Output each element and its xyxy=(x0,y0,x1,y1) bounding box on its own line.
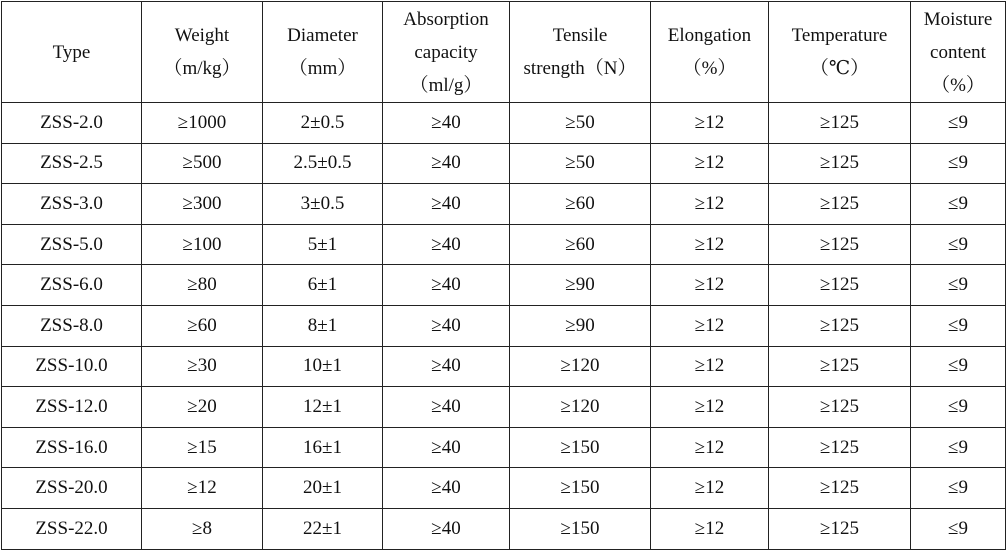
cell-weight: ≥8 xyxy=(142,508,263,549)
table-row xyxy=(2,184,1006,225)
cell-diameter: 8±1 xyxy=(263,305,383,346)
cell-tensile-strength: ≥60 xyxy=(510,224,651,265)
table-row xyxy=(2,143,1006,184)
header-temperature xyxy=(769,2,911,103)
cell-diameter: 12±1 xyxy=(263,387,383,428)
cell-temperature: ≥125 xyxy=(769,346,911,387)
cell-moisture-content: ≤9 xyxy=(911,427,1006,468)
header-moisture-content-line: Moisture xyxy=(923,8,993,30)
cell-type: ZSS-12.0 xyxy=(2,387,142,428)
cell-elongation: ≥12 xyxy=(651,508,769,549)
cell-diameter: 16±1 xyxy=(263,427,383,468)
cell-type: ZSS-3.0 xyxy=(2,184,142,225)
cell-moisture-content: ≤9 xyxy=(911,468,1006,509)
table-row xyxy=(2,224,1006,265)
cell-tensile-strength: ≥90 xyxy=(510,265,651,306)
cell-absorption-capacity: ≥40 xyxy=(383,103,510,144)
table-row xyxy=(2,346,1006,387)
cell-type: ZSS-8.0 xyxy=(2,305,142,346)
cell-type: ZSS-2.0 xyxy=(2,103,142,144)
cell-diameter: 20±1 xyxy=(263,468,383,509)
cell-weight: ≥300 xyxy=(142,184,263,225)
cell-moisture-content: ≤9 xyxy=(911,346,1006,387)
cell-absorption-capacity: ≥40 xyxy=(383,305,510,346)
cell-weight: ≥100 xyxy=(142,224,263,265)
header-tensile-strength xyxy=(510,2,651,103)
cell-type: ZSS-16.0 xyxy=(2,427,142,468)
cell-absorption-capacity: ≥40 xyxy=(383,224,510,265)
cell-absorption-capacity: ≥40 xyxy=(383,468,510,509)
table-row xyxy=(2,387,1006,428)
cell-temperature: ≥125 xyxy=(769,468,911,509)
cell-elongation: ≥12 xyxy=(651,224,769,265)
header-tensile-strength-line: strength（N） xyxy=(523,58,637,79)
cell-elongation: ≥12 xyxy=(651,305,769,346)
cell-tensile-strength: ≥150 xyxy=(510,508,651,549)
header-absorption-capacity-line: Absorption xyxy=(403,8,489,30)
header-absorption-capacity xyxy=(383,2,510,103)
cell-elongation: ≥12 xyxy=(651,265,769,306)
table-row xyxy=(2,508,1006,549)
cell-temperature: ≥125 xyxy=(769,427,911,468)
cell-absorption-capacity: ≥40 xyxy=(383,184,510,225)
cell-absorption-capacity: ≥40 xyxy=(383,143,510,184)
spec-table xyxy=(1,1,1006,550)
header-absorption-capacity-line: capacity xyxy=(414,41,478,63)
header-moisture-content-line: content xyxy=(930,41,986,63)
cell-elongation: ≥12 xyxy=(651,184,769,225)
cell-tensile-strength: ≥60 xyxy=(510,184,651,225)
cell-moisture-content: ≤9 xyxy=(911,224,1006,265)
cell-moisture-content: ≤9 xyxy=(911,184,1006,225)
cell-elongation: ≥12 xyxy=(651,427,769,468)
cell-type: ZSS-2.5 xyxy=(2,143,142,184)
cell-temperature: ≥125 xyxy=(769,387,911,428)
header-moisture-content xyxy=(911,2,1006,103)
cell-type: ZSS-5.0 xyxy=(2,224,142,265)
cell-tensile-strength: ≥90 xyxy=(510,305,651,346)
cell-absorption-capacity: ≥40 xyxy=(383,508,510,549)
table-row xyxy=(2,103,1006,144)
cell-absorption-capacity: ≥40 xyxy=(383,387,510,428)
cell-temperature: ≥125 xyxy=(769,224,911,265)
header-temperature-line: Temperature xyxy=(791,25,888,46)
header-row xyxy=(2,2,1006,103)
cell-diameter: 3±0.5 xyxy=(263,184,383,225)
header-elongation-line: Elongation xyxy=(667,25,752,46)
cell-weight: ≥80 xyxy=(142,265,263,306)
cell-moisture-content: ≤9 xyxy=(911,305,1006,346)
cell-temperature: ≥125 xyxy=(769,143,911,184)
cell-type: ZSS-6.0 xyxy=(2,265,142,306)
cell-temperature: ≥125 xyxy=(769,265,911,306)
cell-diameter: 6±1 xyxy=(263,265,383,306)
cell-weight: ≥60 xyxy=(142,305,263,346)
cell-weight: ≥500 xyxy=(142,143,263,184)
cell-moisture-content: ≤9 xyxy=(911,103,1006,144)
header-diameter xyxy=(263,2,383,103)
header-diameter-line: （mm） xyxy=(288,58,357,79)
header-moisture-content-line: （%） xyxy=(931,74,985,96)
cell-diameter: 2±0.5 xyxy=(263,103,383,144)
cell-elongation: ≥12 xyxy=(651,103,769,144)
cell-diameter: 10±1 xyxy=(263,346,383,387)
cell-elongation: ≥12 xyxy=(651,387,769,428)
table-row xyxy=(2,305,1006,346)
cell-tensile-strength: ≥50 xyxy=(510,143,651,184)
cell-elongation: ≥12 xyxy=(651,346,769,387)
cell-weight: ≥15 xyxy=(142,427,263,468)
cell-absorption-capacity: ≥40 xyxy=(383,427,510,468)
cell-tensile-strength: ≥120 xyxy=(510,387,651,428)
header-elongation xyxy=(651,2,769,103)
table-body xyxy=(2,103,1006,550)
cell-tensile-strength: ≥120 xyxy=(510,346,651,387)
header-temperature-line: （℃） xyxy=(809,58,870,79)
header-tensile-strength-line: Tensile xyxy=(552,25,608,46)
cell-type: ZSS-10.0 xyxy=(2,346,142,387)
cell-diameter: 5±1 xyxy=(263,224,383,265)
table-header xyxy=(2,2,1006,103)
cell-moisture-content: ≤9 xyxy=(911,143,1006,184)
cell-absorption-capacity: ≥40 xyxy=(383,265,510,306)
cell-diameter: 2.5±0.5 xyxy=(263,143,383,184)
cell-diameter: 22±1 xyxy=(263,508,383,549)
cell-absorption-capacity: ≥40 xyxy=(383,346,510,387)
header-weight-line: Weight xyxy=(174,25,230,46)
cell-tensile-strength: ≥50 xyxy=(510,103,651,144)
cell-temperature: ≥125 xyxy=(769,103,911,144)
cell-moisture-content: ≤9 xyxy=(911,265,1006,306)
cell-tensile-strength: ≥150 xyxy=(510,468,651,509)
table-row xyxy=(2,265,1006,306)
cell-elongation: ≥12 xyxy=(651,143,769,184)
cell-temperature: ≥125 xyxy=(769,184,911,225)
header-elongation-line: （%） xyxy=(682,58,737,79)
cell-type: ZSS-20.0 xyxy=(2,468,142,509)
table-row xyxy=(2,427,1006,468)
cell-weight: ≥12 xyxy=(142,468,263,509)
cell-moisture-content: ≤9 xyxy=(911,508,1006,549)
cell-weight: ≥1000 xyxy=(142,103,263,144)
header-weight xyxy=(142,2,263,103)
cell-moisture-content: ≤9 xyxy=(911,387,1006,428)
header-weight-line: （m/kg） xyxy=(163,58,241,79)
cell-temperature: ≥125 xyxy=(769,508,911,549)
header-type-line: Type xyxy=(52,41,91,63)
cell-temperature: ≥125 xyxy=(769,305,911,346)
cell-weight: ≥30 xyxy=(142,346,263,387)
header-absorption-capacity-line: （ml/g） xyxy=(409,74,483,96)
cell-type: ZSS-22.0 xyxy=(2,508,142,549)
header-diameter-line: Diameter xyxy=(287,25,358,46)
cell-weight: ≥20 xyxy=(142,387,263,428)
table-row xyxy=(2,468,1006,509)
header-type xyxy=(2,2,142,103)
cell-elongation: ≥12 xyxy=(651,468,769,509)
cell-tensile-strength: ≥150 xyxy=(510,427,651,468)
